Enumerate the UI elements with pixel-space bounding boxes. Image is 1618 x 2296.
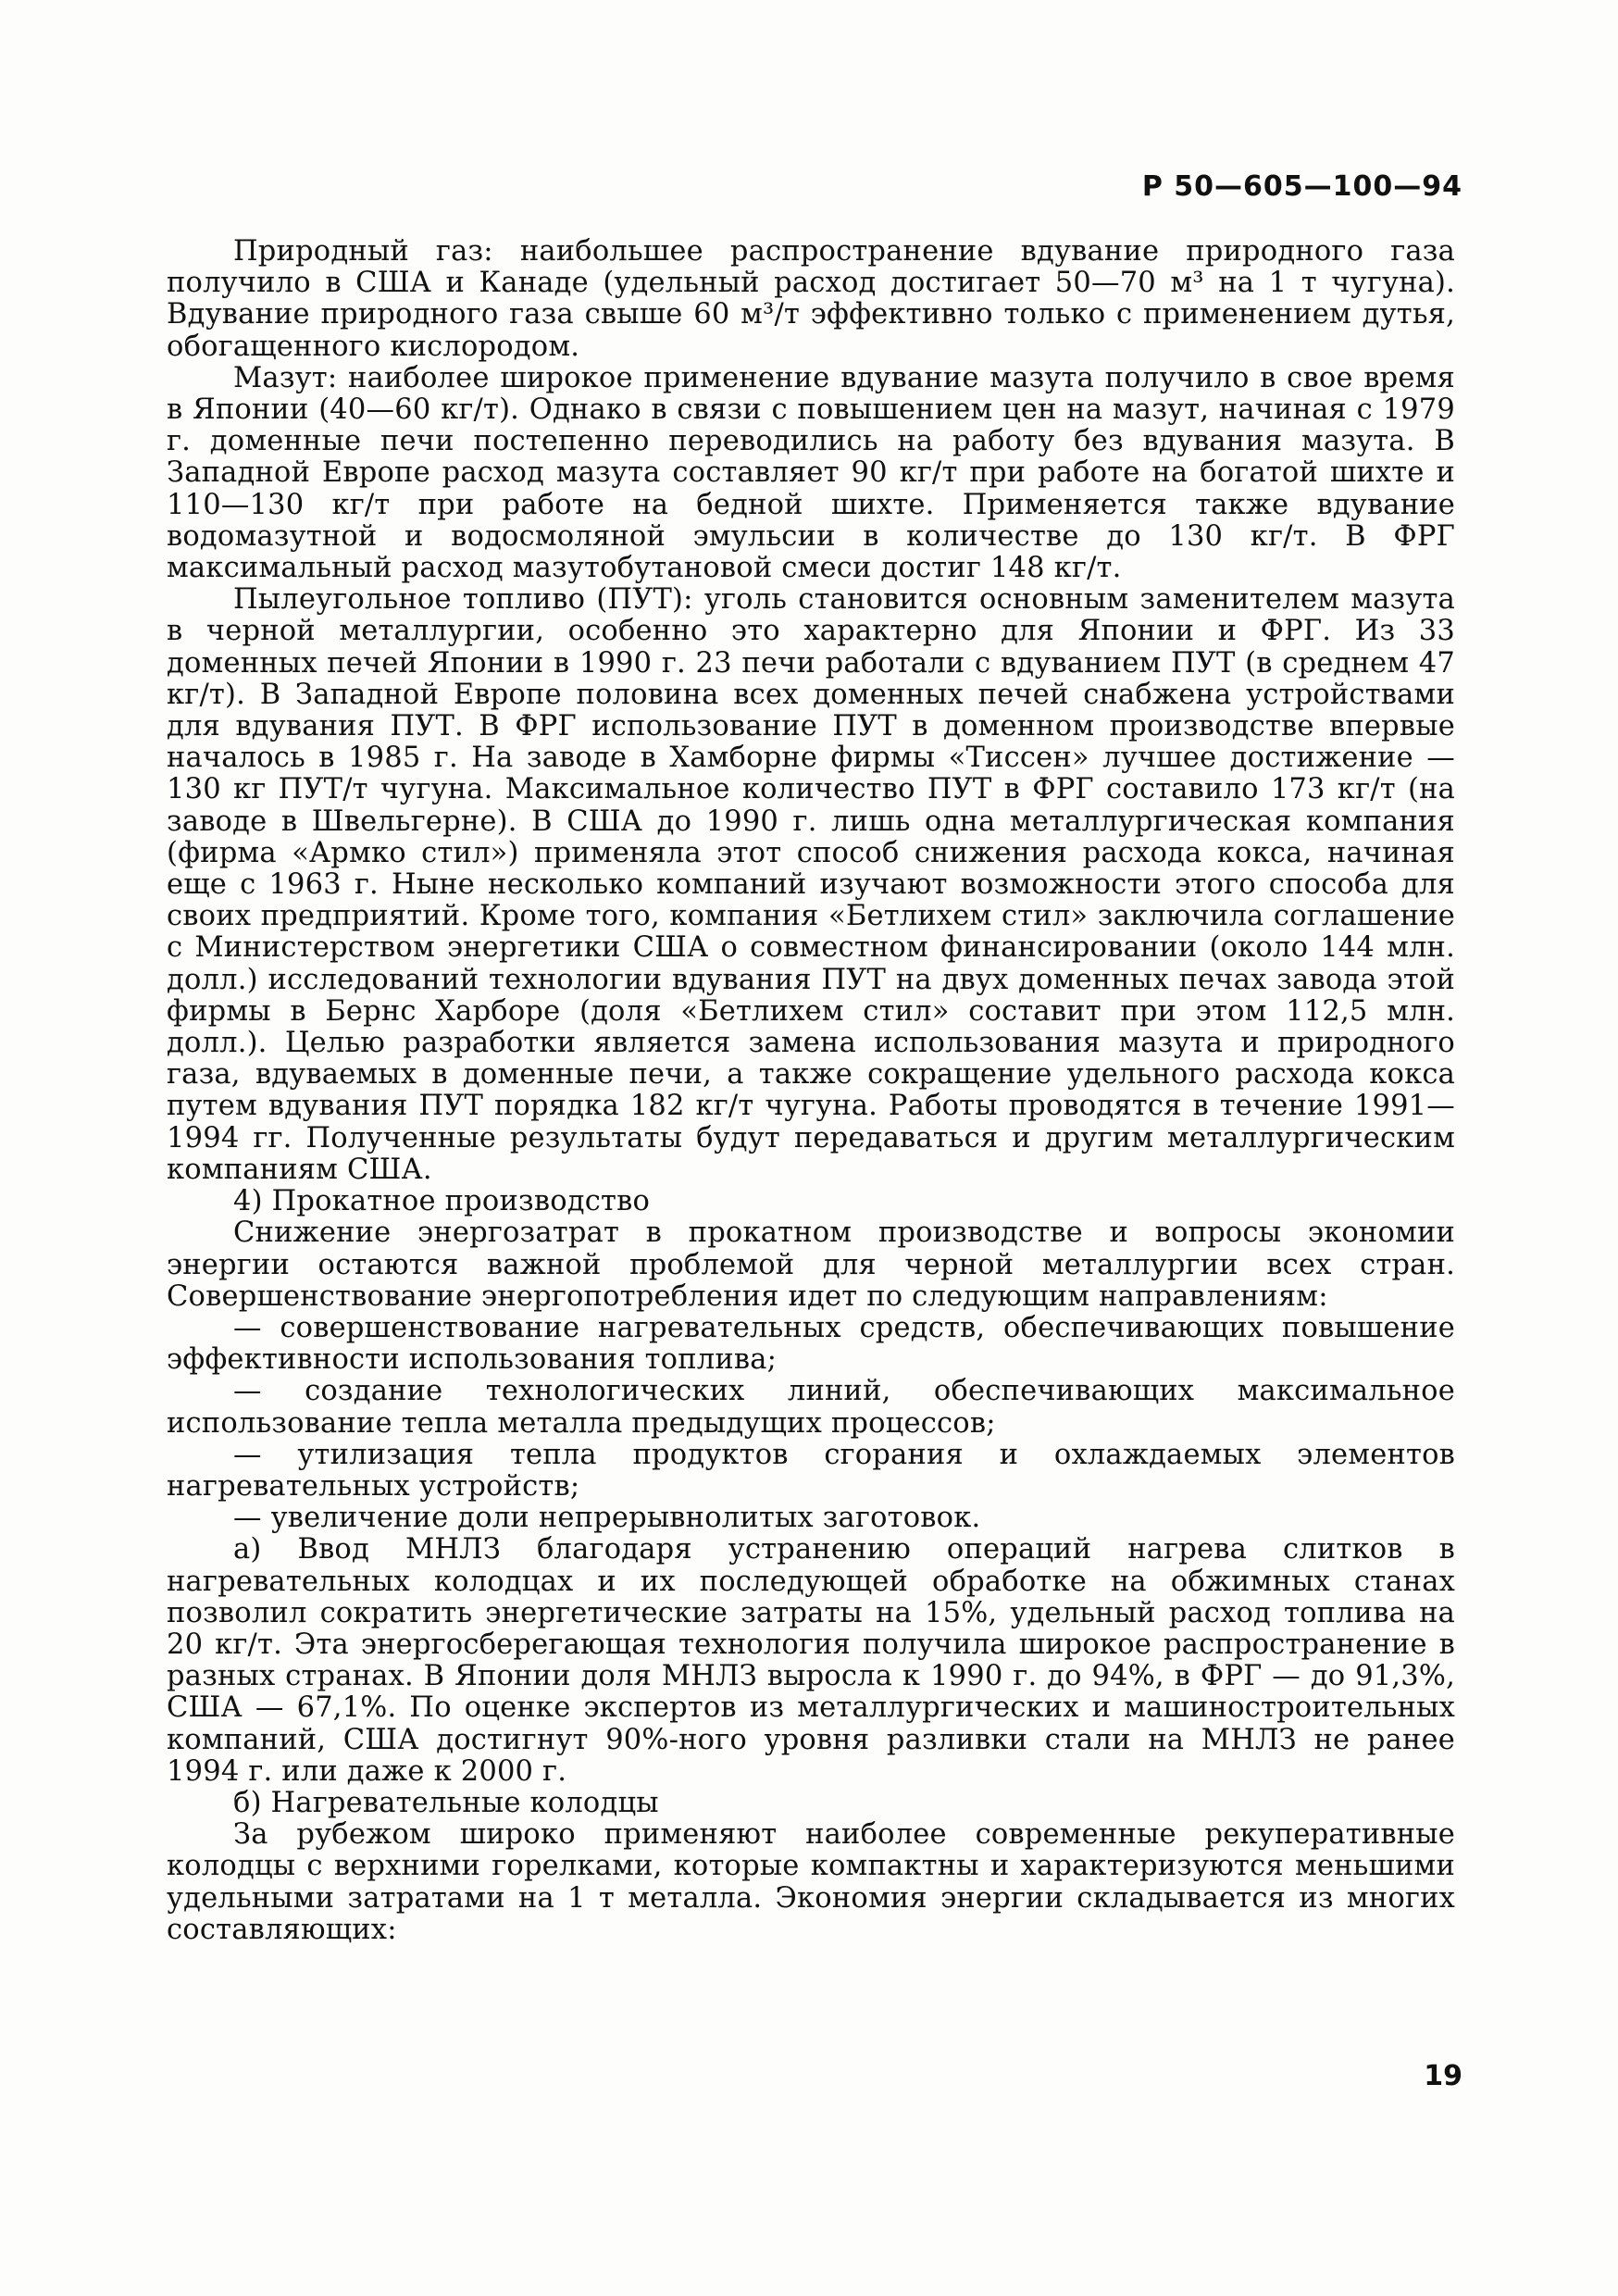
list-item-heating-means: — совершенствование нагревательных средств, обеспечивающих повышение эффективности использования топлива;	[167, 1311, 1455, 1377]
list-item-tech-lines: — создание технологических линий, обеспечивающих максимальное использование тепла металла предыдущих процессов;	[167, 1375, 1455, 1440]
document-code: Р 50—605—100—94	[1141, 170, 1462, 203]
paragraph-recuperative-pits: За рубежом широко применяют наиболее современные рекуперативные колодцы с верхними горелками, которые компактны и характеризуются меньшими удельными затратами на 1 т металла. Экономия энергии складывается из многих составляющих:	[167, 1818, 1455, 1946]
paragraph-mazut: Мазут: наиболее широкое применение вдувание мазута получило в свое время в Японии (40—60 кг/т). Однако в связи с повышением цен на мазут, начиная с 1979 г. доменные печи постепенно переводились на работу без вдувания мазута. В Западной Европе расход мазута составляет 90 кг/т при работе на богатой шихте и 110—130 кг/т при работе на бедной шихте. Применяется также вдувание водомазутной и водосмоляной эмульсии в количестве до 130 кг/т. В ФРГ максимальный расход мазутобутановой смеси достиг 148 кг/т.	[167, 361, 1455, 585]
list-item-continuous-cast: — увеличение доли непрерывнолитых заготовок.	[233, 1502, 981, 1535]
paragraph-energy-costs: Снижение энергозатрат в прокатном производстве и вопросы экономии энергии остаются важной проблемой для черной металлургии всех стран. Совершенствование энергопотребления идет по следующим направлениям:	[167, 1217, 1455, 1313]
subsection-heading-soaking-pits: б) Нагревательные колодцы	[233, 1786, 659, 1819]
list-item-heat-recovery: — утилизация тепла продуктов сгорания и охлаждаемых элементов нагревательных устройств;	[167, 1438, 1455, 1503]
paragraph-mnlz: а) Ввод МНЛЗ благодаря устранению операций нагрева слитков в нагревательных колодцах и их последующей обработке на обжимных станах позволил сократить энергетические затраты на 15%, удельный расход топлива на 20 кг/т. Эта энергосберегающая технология получила широкое распространение в разных странах. В Японии доля МНЛЗ выросла к 1990 г. до 94%, в ФРГ — до 91,3%, США — 67,1%. По оценке экспертов из металлургических и машиностроительных компаний, США достигнут 90%-ного уровня разливки стали на МНЛЗ не ранее 1994 г. или даже к 2000 г.	[167, 1533, 1455, 1788]
page-number: 19	[1424, 2060, 1462, 2092]
document-body	[167, 236, 1455, 1946]
paragraph-natural-gas: Природный газ: наибольшее распространение вдувание природного газа получило в США и Канаде (удельный расход достигает 50—70 м³ на 1 т чугуна). Вдувание природного газа свыше 60 м³/т эффективно только с применением дутья, обогащенного кислородом.	[167, 235, 1455, 363]
paragraph-pulverized-coal: Пылеугольное топливо (ПУТ): уголь становится основным заменителем мазута в черной металлургии, особенно это характерно для Японии и ФРГ. Из 33 доменных печей Японии в 1990 г. 23 печи работали с вдуванием ПУТ (в среднем 47 кг/т). В Западной Европе половина всех доменных печей снабжена устройствами для вдувания ПУТ. В ФРГ использование ПУТ в доменном производстве впервые началось в 1985 г. На заводе в Хамборне фирмы «Тиссен» лучшее достижение — 130 кг ПУТ/т чугуна. Максимальное количество ПУТ в ФРГ составило 173 кг/т (на заводе в Швельгерне). В США до 1990 г. лишь одна металлургическая компания (фирма «Армко стил») применяла этот способ снижения расхода кокса, начиная еще с 1963 г. Ныне несколько компаний изучают возможности этого способа для своих предприятий. Кроме того, компания «Бетлихем стил» заключила соглашение с Министерством энергетики США о совместном финансировании (около 144 млн. долл.) исследований технологии вдувания ПУТ на двух доменных печах завода этой фирмы в Бернс Харборе (доля «Бетлихем стил» составит при этом 112,5 млн. долл.). Целью разработки является замена использования мазута и природного газа, вдуваемых в доменные печи, а также сокращение удельного расхода кокса путем вдувания ПУТ порядка 182 кг/т чугуна. Работы проводятся в течение 1991—1994 гг. Полученные результаты будут передаваться и другим металлургическим компаниям США.	[167, 583, 1455, 1186]
section-heading-rolling: 4) Прокатное производство	[233, 1185, 651, 1218]
